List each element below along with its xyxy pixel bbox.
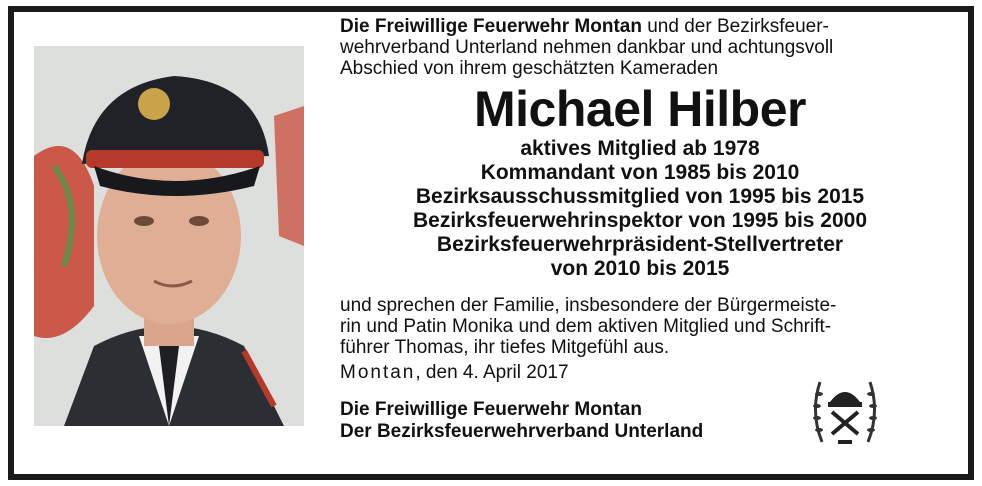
portrait-photo [34,46,304,426]
intro-line3: Abschied von ihrem geschätzten Kameraden [340,58,719,79]
intro-line1-rest: und der Bezirksfeuer- [641,16,829,37]
date-rest: , den 4. April 2017 [415,362,569,383]
signature-line: Die Freiwillige Feuerwehr Montan [340,399,642,420]
signature-line: Der Bezirksfeuerwehrverband Unterland [340,421,704,442]
deceased-name: Michael Hilber [474,81,806,137]
roles-list [340,137,940,281]
condolence-line: rin und Patin Monika und dem aktiven Mitglied und Schrift- [340,316,832,337]
date-place: Montan [340,362,416,383]
role-line: von 2010 bis 2015 [550,257,730,280]
fire-brigade-emblem-icon [810,372,880,450]
firefighter-portrait-icon [34,46,304,426]
condolence-line: und sprechen der Familie, insbesondere der Bürgermeiste- [340,295,837,316]
condolence-paragraph [340,295,940,358]
role-line: aktives Mitglied ab 1978 [520,137,760,160]
role-line: Bezirksausschussmitglied von 1995 bis 2015 [415,185,865,208]
role-line: Bezirksfeuerwehrpräsident-Stellvertreter [436,233,844,256]
intro-paragraph [340,16,940,79]
intro-org: Die Freiwillige Feuerwehr Montan [340,16,642,37]
intro-line2: wehrverband Unterland nehmen dankbar und achtungsvoll [340,37,834,58]
role-line: Kommandant von 1985 bis 2010 [480,161,800,184]
role-line: Bezirksfeuerwehrinspektor von 1995 bis 2000 [412,209,868,232]
condolence-line: führer Thomas, ihr tiefes Mitgefühl aus. [340,337,670,358]
